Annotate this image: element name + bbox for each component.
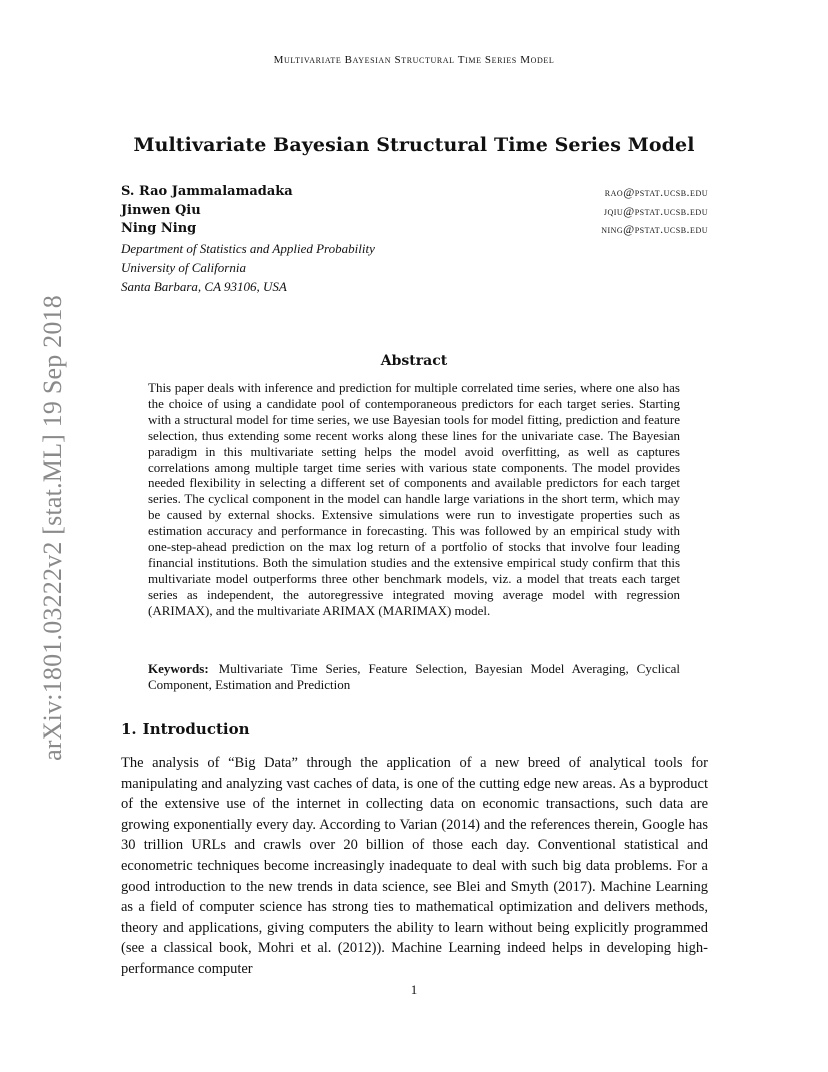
keywords — [148, 661, 680, 693]
author-email: rao@pstat.ucsb.edu — [604, 185, 708, 199]
page-number: 1 — [410, 982, 418, 997]
author-email: jqiu@pstat.ucsb.edu — [603, 203, 708, 218]
keywords-label: Keywords: — [148, 661, 209, 676]
author-row — [121, 202, 708, 221]
arxiv-stamp-text: arXiv:1801.03222v2 [stat.ML] 19 Sep 2018 — [38, 295, 67, 761]
author-name: Ning Ning — [121, 221, 197, 236]
author-email: ning@pstat.ucsb.edu — [601, 222, 708, 236]
affiliation-department: Department of Statistics and Applied Probability — [121, 240, 375, 256]
abstract-text: This paper deals with inference and prediction for multiple correlated time series, where one also has the choice of using a candidate pool of contemporaneous predictors for each target series. Starting with a structural model for time series, we use Bayesian tools for model fitting, prediction and feature selection, thus extending some recent works along these lines for the univariate case. The Bayesian paradigm in this multivariate setting helps the model avoid overfitting, as well as captures correlations among multiple target time series with various state components. The model provides needed flexibility in selecting a different set of components and available predictors for each target series. The cyclical component in the model can handle large variations in the short term, which may be caused by external shocks. Extensive simulations were run to investigate properties such as estimation accuracy and performance in forecasting. This was followed by an empirical study with one-step-ahead prediction on the max log return of a portfolio of stocks that involve four leading financial institutions. Both the simulation studies and the extensive empirical study confirm that this multivariate model outperforms three other benchmark models, viz. a model that treats each target series as independent, the autoregressive integrated moving average model with regression (ARIMAX), and the multivariate ARIMAX (MARIMAX) model. — [148, 380, 680, 618]
section-title: Introduction — [142, 720, 250, 738]
introduction-text: The analysis of “Big Data” through the application of a new breed of analytical tools for manipulating and analyzing vast caches of data, is one of the cutting edge new areas. As a byproduct of the extensive use of the internet in collecting data on economic transactions, such data are growing exponentially every day. According to Varian (2014) and the references therein, Google has 30 trillion URLs and crawls over 20 billion of those each day. Conventional statistical and econometric techniques become increasingly inadequate to deal with such big data problems. For a good introduction to the new trends in data science, see Blei and Smyth (2017). Machine Learning as a field of computer science has strong ties to mathematical optimization and delivers methods, theory and applications, giving computers the ability to learn without being explicitly programmed (see a classical book, Mohri et al. (2012)). Machine Learning indeed helps in developing high-performance computer — [121, 755, 708, 977]
keywords-text: Multivariate Time Series, Feature Selection, Bayesian Model Averaging, Cyclical Component, Estimation and Prediction — [148, 661, 680, 692]
author-block — [121, 183, 708, 296]
paper-title: Multivariate Bayesian Structural Time Series Model — [133, 134, 695, 156]
running-head: Multivariate Bayesian Structural Time Series Model — [273, 54, 555, 66]
author-name: Jinwen Qiu — [121, 202, 201, 218]
affiliation-address: Santa Barbara, CA 93106, USA — [121, 278, 287, 294]
author-row — [121, 183, 708, 202]
author-row — [121, 220, 708, 239]
affiliation-university: University of California — [121, 259, 246, 275]
section-number: 1. — [121, 720, 137, 738]
section-heading — [121, 720, 250, 738]
abstract-heading: Abstract — [380, 353, 448, 369]
author-name: S. Rao Jammalamadaka — [121, 184, 293, 199]
